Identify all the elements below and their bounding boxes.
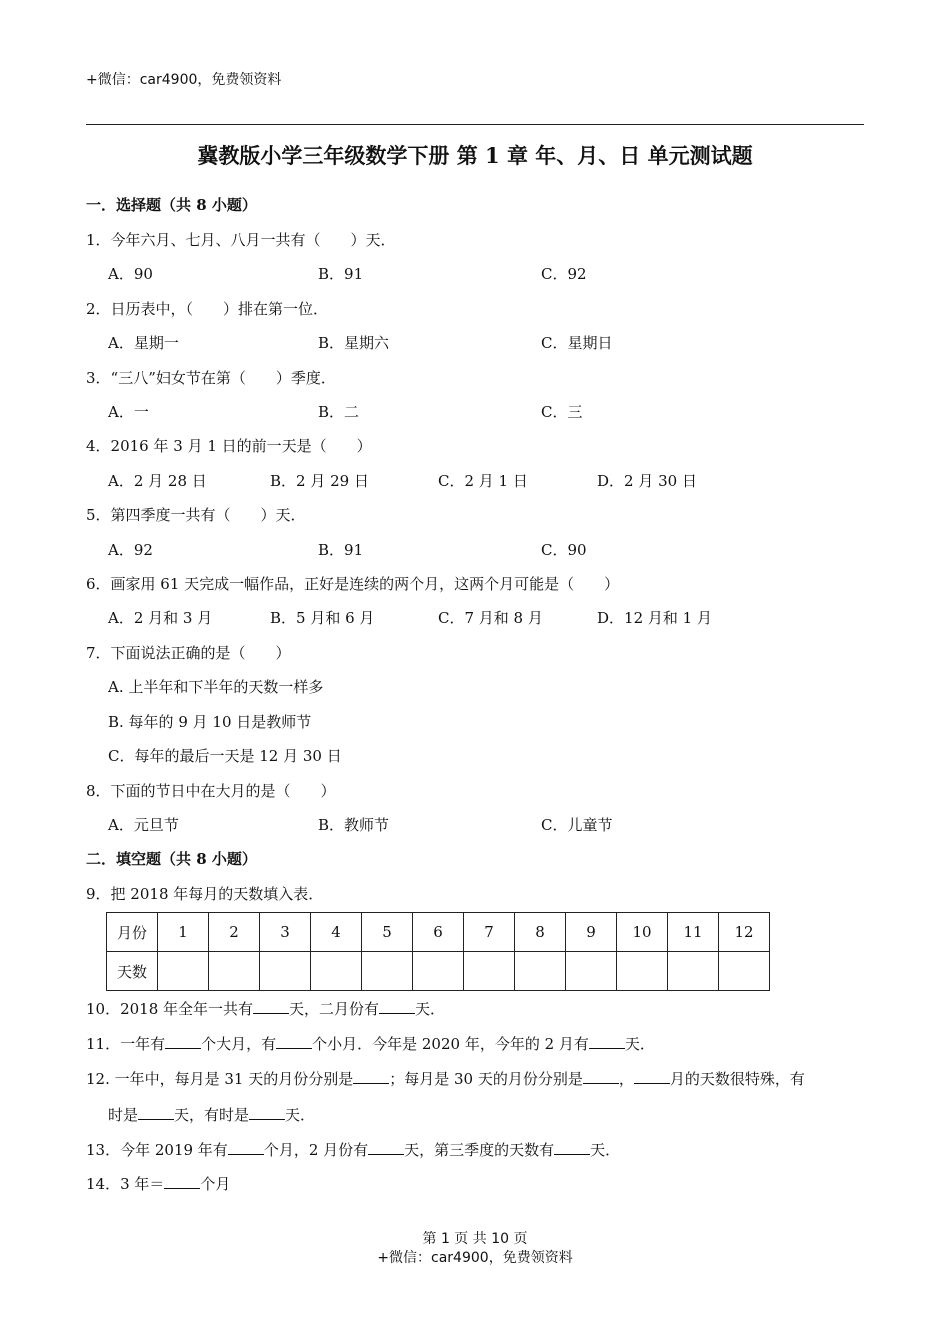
question-stem: 5．第四季度一共有（ ）天． — [86, 506, 306, 524]
q11-text: 11．一年有 — [86, 1035, 166, 1053]
option: A．92 — [108, 541, 153, 559]
month-cell: 4 — [311, 913, 362, 952]
answer-cell[interactable] — [668, 952, 719, 991]
option: A．元旦节 — [108, 816, 179, 834]
answer-blank[interactable] — [379, 999, 415, 1014]
q11-text: 个小月．今年是 2020 年，今年的 2 月有 — [312, 1035, 589, 1053]
table-row — [107, 952, 770, 991]
answer-blank[interactable] — [253, 999, 289, 1014]
question-stem: 7．下面说法正确的是（ ） — [86, 644, 291, 662]
option: C．2 月 1 日 — [438, 472, 528, 490]
option: C．90 — [541, 541, 587, 559]
q12-text: 天． — [285, 1106, 316, 1124]
answer-blank[interactable] — [138, 1105, 174, 1120]
answer-cell[interactable] — [158, 952, 209, 991]
answer-cell[interactable] — [566, 952, 617, 991]
footer-note: +微信：car4900，免费领资料 — [377, 1250, 573, 1266]
question-stem: 9．把 2018 年每月的天数填入表． — [86, 885, 324, 903]
month-cell: 8 — [515, 913, 566, 952]
answer-blank[interactable] — [554, 1140, 590, 1155]
option: B. 每年的 9 月 10 日是教师节 — [108, 713, 312, 731]
option: B．星期六 — [318, 334, 390, 352]
answer-cell[interactable] — [464, 952, 515, 991]
month-cell: 9 — [566, 913, 617, 952]
answer-blank[interactable] — [276, 1034, 312, 1049]
table-row-label: 天数 — [107, 952, 158, 991]
answer-blank[interactable] — [164, 1174, 200, 1189]
section-heading-choice: 一．选择题（共 8 小题） — [86, 196, 257, 214]
option: A. 上半年和下半年的天数一样多 — [108, 678, 324, 696]
option: A．90 — [108, 265, 153, 283]
answer-blank[interactable] — [228, 1140, 264, 1155]
question-12 — [86, 1068, 805, 1089]
month-cell: 3 — [260, 913, 311, 952]
days-per-month-table — [106, 912, 770, 991]
q12-text: ， — [618, 1070, 634, 1088]
answer-cell[interactable] — [515, 952, 566, 991]
q14-text: 个月 — [200, 1175, 231, 1193]
answer-cell[interactable] — [719, 952, 770, 991]
option: C．每年的最后一天是 12 月 30 日 — [108, 747, 342, 765]
option: A．一 — [108, 403, 149, 421]
answer-cell[interactable] — [311, 952, 362, 991]
q13-text: 13．今年 2019 年有 — [86, 1141, 228, 1159]
option: B．91 — [318, 541, 364, 559]
option: C．92 — [541, 265, 587, 283]
answer-cell[interactable] — [617, 952, 668, 991]
question-14 — [86, 1173, 230, 1194]
question-stem: 8．下面的节日中在大月的是（ ） — [86, 782, 336, 800]
table-row — [107, 913, 770, 952]
option: A．2 月和 3 月 — [108, 609, 213, 627]
month-cell: 2 — [209, 913, 260, 952]
table-row-label: 月份 — [107, 913, 158, 952]
option: A．星期一 — [108, 334, 179, 352]
option: C．儿童节 — [541, 816, 613, 834]
question-stem: 4．2016 年 3 月 1 日的前一天是（ ） — [86, 437, 372, 455]
q10-text: 天，二月份有 — [289, 1000, 380, 1018]
question-13 — [86, 1139, 620, 1160]
option: B．91 — [318, 265, 364, 283]
question-stem: 1．今年六月、七月、八月一共有（ ）天． — [86, 231, 396, 249]
option: D．12 月和 1 月 — [597, 609, 712, 627]
answer-blank[interactable] — [583, 1069, 619, 1084]
answer-cell[interactable] — [362, 952, 413, 991]
q13-text: 天． — [590, 1141, 621, 1159]
header-divider — [86, 124, 864, 125]
q12-text: 天，有时是 — [174, 1106, 250, 1124]
option: A．2 月 28 日 — [108, 472, 207, 490]
q12-text: 时是 — [108, 1106, 139, 1124]
month-cell: 7 — [464, 913, 515, 952]
option: B．2 月 29 日 — [270, 472, 369, 490]
q14-text: 14．3 年＝ — [86, 1175, 165, 1193]
answer-blank[interactable] — [634, 1069, 670, 1084]
question-stem: 3．“三八”妇女节在第（ ）季度． — [86, 369, 336, 387]
month-cell: 1 — [158, 913, 209, 952]
q12-text: 月的天数很特殊，有 — [669, 1070, 805, 1088]
question-10 — [86, 998, 445, 1019]
q11-text: 天． — [624, 1035, 655, 1053]
q12-text: 12. 一年中，每月是 31 天的月份分别是 — [86, 1070, 354, 1088]
answer-cell[interactable] — [260, 952, 311, 991]
question-12-continued — [108, 1104, 315, 1125]
answer-blank[interactable] — [165, 1034, 201, 1049]
month-cell: 11 — [668, 913, 719, 952]
question-stem: 2．日历表中，（ ）排在第一位． — [86, 300, 329, 318]
question-11 — [86, 1033, 655, 1054]
answer-cell[interactable] — [413, 952, 464, 991]
month-cell: 5 — [362, 913, 413, 952]
answer-cell[interactable] — [209, 952, 260, 991]
q13-text: 个月，2 月份有 — [263, 1141, 369, 1159]
page-number: 第 1 页 共 10 页 — [422, 1231, 528, 1247]
answer-blank[interactable] — [249, 1105, 285, 1120]
month-cell: 10 — [617, 913, 668, 952]
answer-blank[interactable] — [368, 1140, 404, 1155]
option: C．星期日 — [541, 334, 613, 352]
option: D．2 月 30 日 — [597, 472, 697, 490]
option: B．5 月和 6 月 — [270, 609, 375, 627]
page-title: 冀教版小学三年级数学下册 第 1 章 年、月、日 单元测试题 — [197, 143, 753, 168]
month-cell: 6 — [413, 913, 464, 952]
q10-text: 天． — [415, 1000, 446, 1018]
header-note: +微信：car4900，免费领资料 — [86, 72, 282, 88]
q12-text: ；每月是 30 天的月份分别是 — [389, 1070, 583, 1088]
month-cell: 12 — [719, 913, 770, 952]
answer-blank[interactable] — [353, 1069, 389, 1084]
question-stem: 6．画家用 61 天完成一幅作品，正好是连续的两个月，这两个月可能是（ ） — [86, 575, 620, 593]
option: C．7 月和 8 月 — [438, 609, 543, 627]
option: B．二 — [318, 403, 360, 421]
option: C．三 — [541, 403, 583, 421]
q11-text: 个大月，有 — [201, 1035, 277, 1053]
q10-text: 10．2018 年全年一共有 — [86, 1000, 254, 1018]
option: B．教师节 — [318, 816, 390, 834]
q13-text: 天，第三季度的天数有 — [404, 1141, 555, 1159]
section-heading-fill: 二．填空题（共 8 小题） — [86, 850, 257, 868]
answer-blank[interactable] — [589, 1034, 625, 1049]
